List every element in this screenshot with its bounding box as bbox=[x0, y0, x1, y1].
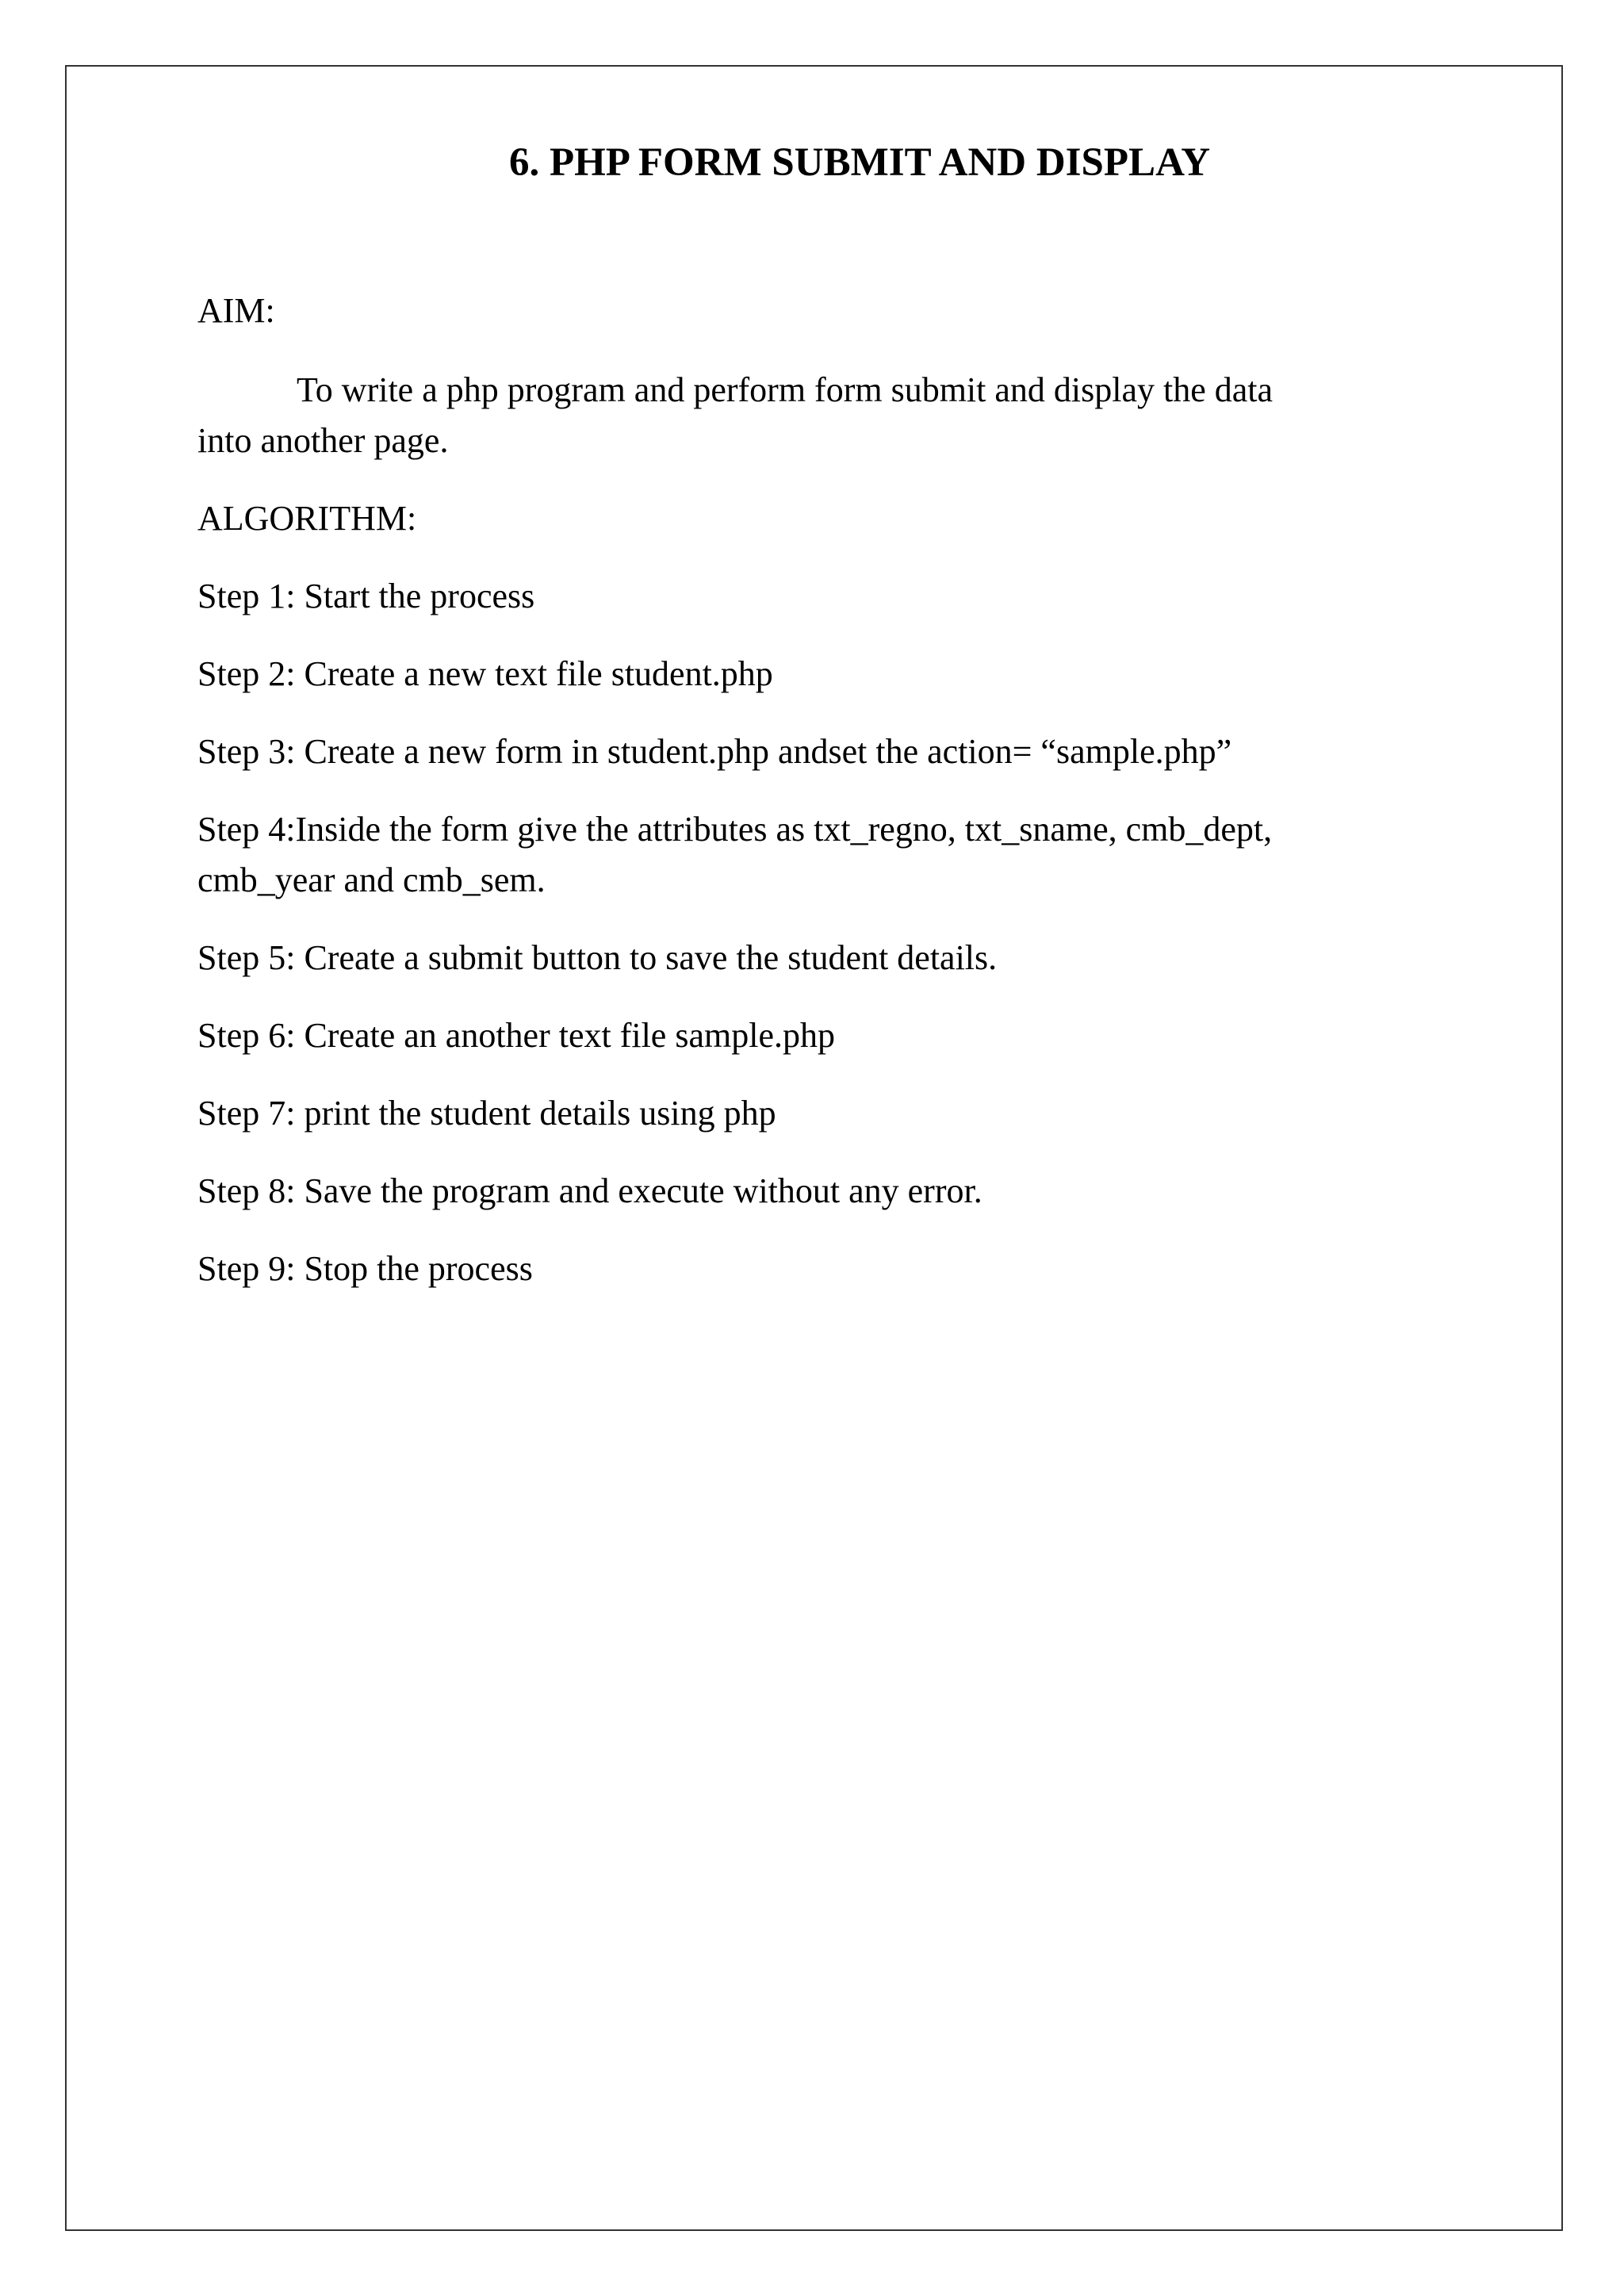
aim-line: into another page. bbox=[197, 421, 449, 460]
step-line: Step 8: Save the program and execute without any error. bbox=[197, 1171, 982, 1210]
aim-heading: AIM: bbox=[197, 291, 275, 330]
algorithm-step-6 bbox=[197, 1010, 1403, 1061]
step-line: cmb_year and cmb_sem. bbox=[197, 861, 546, 899]
algorithm-step-7 bbox=[197, 1088, 1403, 1139]
aim-line-text: To write a php program and perform form submit and display the data bbox=[297, 370, 1274, 409]
step-line: Step 7: print the student details using php bbox=[197, 1094, 776, 1133]
algorithm-step-3 bbox=[197, 726, 1403, 777]
step-line: Step 3: Create a new form in student.php andset the action= “sample.php” bbox=[197, 732, 1232, 771]
step-line: Step 2: Create a new text file student.php bbox=[197, 654, 773, 693]
algorithm-step-5 bbox=[197, 933, 1403, 983]
page-title: 6. PHP FORM SUBMIT AND DISPLAY bbox=[508, 140, 1211, 185]
step-line: Step 5: Create a submit button to save the student details. bbox=[197, 938, 998, 977]
step-line: Step 4:Inside the form give the attributes as txt_regno, txt_sname, cmb_dept, bbox=[197, 810, 1273, 849]
algorithm-step-8 bbox=[197, 1166, 1403, 1217]
algorithm-step-4 bbox=[197, 804, 1403, 906]
algorithm-step-2 bbox=[197, 649, 1403, 700]
step-line: Step 6: Create an another text file sample.php bbox=[197, 1016, 835, 1055]
algorithm-heading: ALGORITHM: bbox=[197, 499, 417, 538]
aim-paragraph bbox=[197, 365, 1403, 466]
aim-line bbox=[197, 365, 1403, 416]
algorithm-step-9 bbox=[197, 1244, 1403, 1294]
document-body bbox=[197, 286, 1403, 1321]
step-line: Step 9: Stop the process bbox=[197, 1249, 533, 1288]
step-line: Step 1: Start the process bbox=[197, 577, 535, 615]
algorithm-step-1 bbox=[197, 571, 1403, 622]
